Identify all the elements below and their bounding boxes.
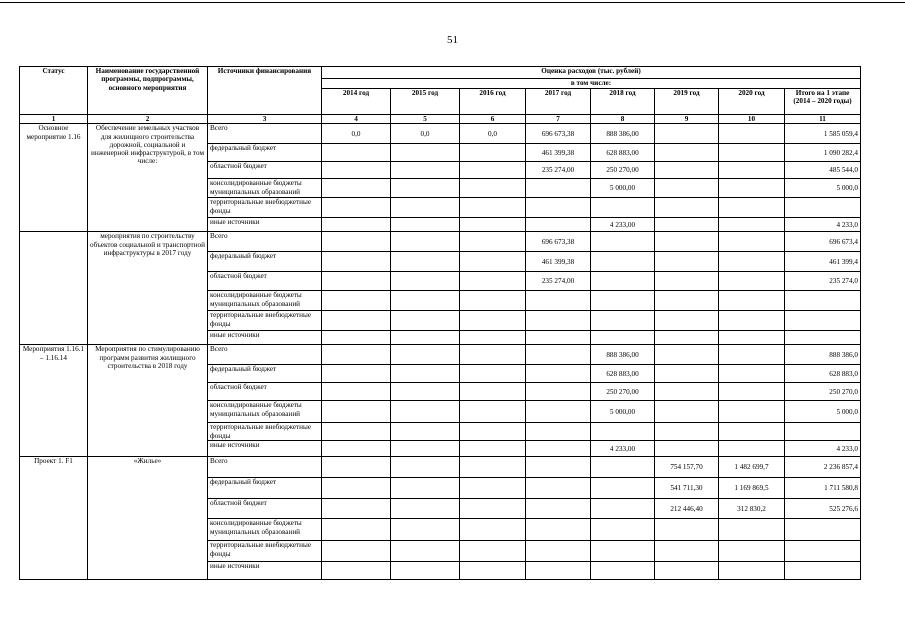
total-value-cell xyxy=(785,331,861,345)
year-value-cell xyxy=(655,144,719,162)
year-value-cell xyxy=(719,331,785,345)
year-value-cell xyxy=(719,423,785,441)
column-number: 10 xyxy=(719,115,785,124)
year-value-cell xyxy=(591,311,655,331)
year-value-cell xyxy=(391,331,460,345)
total-value-cell: 4 233,0 xyxy=(785,218,861,232)
year-value-cell xyxy=(391,232,460,252)
year-value-cell xyxy=(391,519,460,541)
year-value-cell xyxy=(591,499,655,519)
year-value-cell xyxy=(655,441,719,457)
year-value-cell xyxy=(322,401,391,423)
year-value-cell xyxy=(322,311,391,331)
year-value-cell xyxy=(391,252,460,272)
year-value-cell xyxy=(460,345,526,365)
column-number: 6 xyxy=(460,115,526,124)
year-value-cell xyxy=(655,401,719,423)
year-value-cell xyxy=(322,144,391,162)
measure-name-cell: Обеспечение земельных участков для жилищного строительства дорожной, социальной и инженерной инфраструктурой, в том числе: xyxy=(88,124,208,232)
total-value-cell: 250 270,0 xyxy=(785,383,861,401)
year-value-cell xyxy=(655,331,719,345)
year-value-cell xyxy=(460,478,526,499)
year-value-cell xyxy=(591,562,655,580)
year-value-cell xyxy=(591,291,655,311)
year-value-cell xyxy=(591,478,655,499)
year-value-cell xyxy=(719,162,785,179)
total-value-cell: 696 673,4 xyxy=(785,232,861,252)
year-value-cell xyxy=(591,519,655,541)
year-value-cell: 696 673,38 xyxy=(526,124,591,144)
year-value-cell xyxy=(460,383,526,401)
year-value-cell: 235 274,00 xyxy=(526,272,591,291)
measure-name-cell: мероприятия по строительству объектов социальной и транспортной инфраструктуры в 2017 году xyxy=(88,232,208,345)
year-value-cell xyxy=(460,401,526,423)
total-value-cell: 4 233,0 xyxy=(785,441,861,457)
year-value-cell xyxy=(460,252,526,272)
table-row xyxy=(20,457,861,478)
year-value-cell xyxy=(391,144,460,162)
year-value-cell xyxy=(719,401,785,423)
year-value-cell xyxy=(322,162,391,179)
year-value-cell: 696 673,38 xyxy=(526,232,591,252)
total-value-cell xyxy=(785,519,861,541)
year-value-cell xyxy=(322,252,391,272)
status-cell: Проект 1. F1 xyxy=(20,457,88,580)
total-value-cell: 525 276,6 xyxy=(785,499,861,519)
funding-source-cell: консолидированные бюджеты муниципальных образований xyxy=(208,291,322,311)
year-value-cell xyxy=(322,291,391,311)
total-value-cell xyxy=(785,562,861,580)
year-value-cell xyxy=(322,331,391,345)
year-value-cell xyxy=(719,218,785,232)
total-value-cell: 2 236 857,4 xyxy=(785,457,861,478)
header-total: Итого на 1 этапе (2014 – 2020 годы) xyxy=(785,89,861,115)
funding-source-cell: областной бюджет xyxy=(208,162,322,179)
total-value-cell xyxy=(785,423,861,441)
header-including: в том числе: xyxy=(322,79,861,89)
header-year-2020: 2020 год xyxy=(719,89,785,115)
year-value-cell xyxy=(391,345,460,365)
year-value-cell xyxy=(322,365,391,383)
year-value-cell xyxy=(322,218,391,232)
year-value-cell xyxy=(719,383,785,401)
column-number: 1 xyxy=(20,115,88,124)
status-cell: Основное мероприятие 1.16 xyxy=(20,124,88,232)
year-value-cell xyxy=(591,198,655,218)
total-value-cell: 235 274,0 xyxy=(785,272,861,291)
year-value-cell xyxy=(391,383,460,401)
year-value-cell xyxy=(655,541,719,562)
year-value-cell xyxy=(460,179,526,198)
year-value-cell xyxy=(655,519,719,541)
measure-name-cell: «Жилье» xyxy=(88,457,208,580)
year-value-cell: 212 446,40 xyxy=(655,499,719,519)
year-value-cell xyxy=(391,441,460,457)
year-value-cell xyxy=(591,331,655,345)
year-value-cell xyxy=(526,218,591,232)
year-value-cell xyxy=(526,345,591,365)
year-value-cell xyxy=(719,541,785,562)
year-value-cell xyxy=(526,401,591,423)
year-value-cell xyxy=(391,541,460,562)
year-value-cell xyxy=(460,272,526,291)
year-value-cell xyxy=(526,441,591,457)
year-value-cell xyxy=(391,499,460,519)
total-value-cell: 1 711 580,8 xyxy=(785,478,861,499)
funding-source-cell: иные источники xyxy=(208,562,322,580)
column-number: 4 xyxy=(322,115,391,124)
header-name: Наименование государственной программы, подпрограммы, основного мероприятия xyxy=(88,67,208,115)
header-year-2014: 2014 год xyxy=(322,89,391,115)
year-value-cell: 888 386,00 xyxy=(591,345,655,365)
column-number: 2 xyxy=(88,115,208,124)
table-row xyxy=(20,232,861,252)
total-value-cell xyxy=(785,541,861,562)
header-year-2017: 2017 год xyxy=(526,89,591,115)
year-value-cell xyxy=(391,311,460,331)
year-value-cell xyxy=(655,365,719,383)
status-cell xyxy=(20,232,88,345)
total-value-cell: 628 883,0 xyxy=(785,365,861,383)
year-value-cell xyxy=(655,252,719,272)
total-value-cell: 5 000,0 xyxy=(785,401,861,423)
year-value-cell: 5 000,00 xyxy=(591,179,655,198)
year-value-cell xyxy=(526,457,591,478)
year-value-cell xyxy=(655,272,719,291)
header-estimate: Оценка расходов (тыс. рублей) xyxy=(322,67,861,79)
year-value-cell xyxy=(526,478,591,499)
year-value-cell xyxy=(719,252,785,272)
year-value-cell xyxy=(655,383,719,401)
funding-source-cell: федеральный бюджет xyxy=(208,144,322,162)
year-value-cell: 235 274,00 xyxy=(526,162,591,179)
year-value-cell xyxy=(655,179,719,198)
year-value-cell xyxy=(719,144,785,162)
year-value-cell xyxy=(460,162,526,179)
year-value-cell xyxy=(391,162,460,179)
year-value-cell xyxy=(526,519,591,541)
year-value-cell xyxy=(322,541,391,562)
funding-source-cell: Всего xyxy=(208,457,322,478)
header-year-2018: 2018 год xyxy=(591,89,655,115)
header-sources: Источники финансирования xyxy=(208,67,322,115)
year-value-cell xyxy=(655,232,719,252)
status-cell: Мероприятия 1.16.1 – 1.16.14 xyxy=(20,345,88,457)
page-number: 51 xyxy=(447,34,458,46)
header-year-2015: 2015 год xyxy=(391,89,460,115)
year-value-cell: 4 233,00 xyxy=(591,218,655,232)
year-value-cell xyxy=(526,365,591,383)
measure-name-cell: Мероприятия по стимулированию программ развития жилищного строительства в 2018 году xyxy=(88,345,208,457)
year-value-cell xyxy=(322,232,391,252)
year-value-cell xyxy=(591,541,655,562)
year-value-cell xyxy=(460,562,526,580)
total-value-cell: 1 090 282,4 xyxy=(785,144,861,162)
year-value-cell xyxy=(719,198,785,218)
year-value-cell xyxy=(719,291,785,311)
year-value-cell xyxy=(526,562,591,580)
year-value-cell xyxy=(526,311,591,331)
year-value-cell xyxy=(391,423,460,441)
year-value-cell xyxy=(591,232,655,252)
table-row xyxy=(20,124,861,144)
year-value-cell xyxy=(655,311,719,331)
year-value-cell xyxy=(719,562,785,580)
funding-source-cell: федеральный бюджет xyxy=(208,478,322,499)
funding-source-cell: Всего xyxy=(208,124,322,144)
year-value-cell xyxy=(391,179,460,198)
year-value-cell xyxy=(391,401,460,423)
year-value-cell: 0,0 xyxy=(391,124,460,144)
year-value-cell: 461 399,38 xyxy=(526,252,591,272)
column-number: 9 xyxy=(655,115,719,124)
total-value-cell xyxy=(785,291,861,311)
year-value-cell xyxy=(526,198,591,218)
year-value-cell xyxy=(391,457,460,478)
finance-table xyxy=(19,66,861,580)
year-value-cell xyxy=(391,198,460,218)
total-value-cell: 888 386,0 xyxy=(785,345,861,365)
header-year-2019: 2019 год xyxy=(655,89,719,115)
year-value-cell xyxy=(460,331,526,345)
funding-source-cell: иные источники xyxy=(208,441,322,457)
year-value-cell xyxy=(322,519,391,541)
year-value-cell xyxy=(322,179,391,198)
header-year-2016: 2016 год xyxy=(460,89,526,115)
funding-source-cell: иные источники xyxy=(208,331,322,345)
year-value-cell xyxy=(460,457,526,478)
year-value-cell xyxy=(460,198,526,218)
year-value-cell xyxy=(322,562,391,580)
year-value-cell xyxy=(460,541,526,562)
year-value-cell: 250 270,00 xyxy=(591,383,655,401)
year-value-cell xyxy=(526,291,591,311)
funding-source-cell: Всего xyxy=(208,345,322,365)
year-value-cell xyxy=(460,365,526,383)
year-value-cell xyxy=(460,519,526,541)
column-number: 3 xyxy=(208,115,322,124)
year-value-cell xyxy=(655,562,719,580)
funding-source-cell: Всего xyxy=(208,232,322,252)
year-value-cell xyxy=(719,519,785,541)
year-value-cell xyxy=(655,162,719,179)
year-value-cell xyxy=(719,365,785,383)
funding-source-cell: областной бюджет xyxy=(208,383,322,401)
year-value-cell: 4 233,00 xyxy=(591,441,655,457)
year-value-cell: 541 711,30 xyxy=(655,478,719,499)
year-value-cell xyxy=(719,441,785,457)
year-value-cell: 0,0 xyxy=(322,124,391,144)
year-value-cell xyxy=(719,179,785,198)
year-value-cell xyxy=(655,124,719,144)
year-value-cell xyxy=(322,478,391,499)
funding-source-cell: областной бюджет xyxy=(208,499,322,519)
total-value-cell xyxy=(785,198,861,218)
year-value-cell xyxy=(719,232,785,252)
funding-source-cell: областной бюджет xyxy=(208,272,322,291)
year-value-cell xyxy=(322,345,391,365)
year-value-cell: 461 399,38 xyxy=(526,144,591,162)
column-number: 5 xyxy=(391,115,460,124)
funding-source-cell: территориальные внебюджетные фонды xyxy=(208,198,322,218)
year-value-cell xyxy=(460,311,526,331)
year-value-cell xyxy=(460,441,526,457)
year-value-cell xyxy=(391,272,460,291)
column-number: 7 xyxy=(526,115,591,124)
year-value-cell xyxy=(591,252,655,272)
table-row xyxy=(20,345,861,365)
year-value-cell xyxy=(719,272,785,291)
year-value-cell xyxy=(460,232,526,252)
year-value-cell xyxy=(526,541,591,562)
year-value-cell xyxy=(655,291,719,311)
year-value-cell: 312 830,2 xyxy=(719,499,785,519)
column-number-row xyxy=(20,115,861,124)
year-value-cell xyxy=(391,365,460,383)
total-value-cell: 485 544,0 xyxy=(785,162,861,179)
year-value-cell xyxy=(322,423,391,441)
year-value-cell xyxy=(391,218,460,232)
total-value-cell: 1 585 059,4 xyxy=(785,124,861,144)
year-value-cell: 628 883,00 xyxy=(591,365,655,383)
year-value-cell xyxy=(391,562,460,580)
year-value-cell: 1 482 699,7 xyxy=(719,457,785,478)
year-value-cell xyxy=(322,383,391,401)
year-value-cell xyxy=(719,124,785,144)
year-value-cell: 754 157,70 xyxy=(655,457,719,478)
year-value-cell: 0,0 xyxy=(460,124,526,144)
year-value-cell xyxy=(591,457,655,478)
total-value-cell xyxy=(785,311,861,331)
funding-source-cell: консолидированные бюджеты муниципальных образований xyxy=(208,519,322,541)
funding-source-cell: консолидированные бюджеты муниципальных образований xyxy=(208,401,322,423)
year-value-cell: 5 000,00 xyxy=(591,401,655,423)
year-value-cell xyxy=(526,331,591,345)
year-value-cell xyxy=(460,499,526,519)
year-value-cell: 1 169 869,5 xyxy=(719,478,785,499)
year-value-cell xyxy=(719,345,785,365)
funding-source-cell: территориальные внебюджетные фонды xyxy=(208,423,322,441)
total-value-cell: 5 000,0 xyxy=(785,179,861,198)
year-value-cell xyxy=(526,383,591,401)
funding-source-cell: территориальные внебюджетные фонды xyxy=(208,311,322,331)
year-value-cell: 888 386,00 xyxy=(591,124,655,144)
year-value-cell: 250 270,00 xyxy=(591,162,655,179)
year-value-cell xyxy=(655,198,719,218)
year-value-cell xyxy=(655,423,719,441)
year-value-cell xyxy=(460,291,526,311)
year-value-cell xyxy=(460,218,526,232)
year-value-cell xyxy=(391,291,460,311)
column-number: 8 xyxy=(591,115,655,124)
column-number: 11 xyxy=(785,115,861,124)
year-value-cell xyxy=(460,423,526,441)
funding-source-cell: территориальные внебюджетные фонды xyxy=(208,541,322,562)
year-value-cell xyxy=(322,499,391,519)
year-value-cell xyxy=(322,272,391,291)
header-status: Статус xyxy=(20,67,88,115)
year-value-cell xyxy=(460,144,526,162)
year-value-cell: 628 883,00 xyxy=(591,144,655,162)
top-border-line xyxy=(0,2,905,3)
year-value-cell xyxy=(655,345,719,365)
year-value-cell xyxy=(322,441,391,457)
year-value-cell xyxy=(391,478,460,499)
year-value-cell xyxy=(655,218,719,232)
year-value-cell xyxy=(591,423,655,441)
funding-source-cell: иные источники xyxy=(208,218,322,232)
year-value-cell xyxy=(719,311,785,331)
year-value-cell xyxy=(526,423,591,441)
year-value-cell xyxy=(591,272,655,291)
year-value-cell xyxy=(322,198,391,218)
year-value-cell xyxy=(526,499,591,519)
funding-source-cell: консолидированные бюджеты муниципальных образований xyxy=(208,179,322,198)
funding-source-cell: федеральный бюджет xyxy=(208,365,322,383)
total-value-cell: 461 399,4 xyxy=(785,252,861,272)
funding-source-cell: федеральный бюджет xyxy=(208,252,322,272)
year-value-cell xyxy=(526,179,591,198)
year-value-cell xyxy=(322,457,391,478)
